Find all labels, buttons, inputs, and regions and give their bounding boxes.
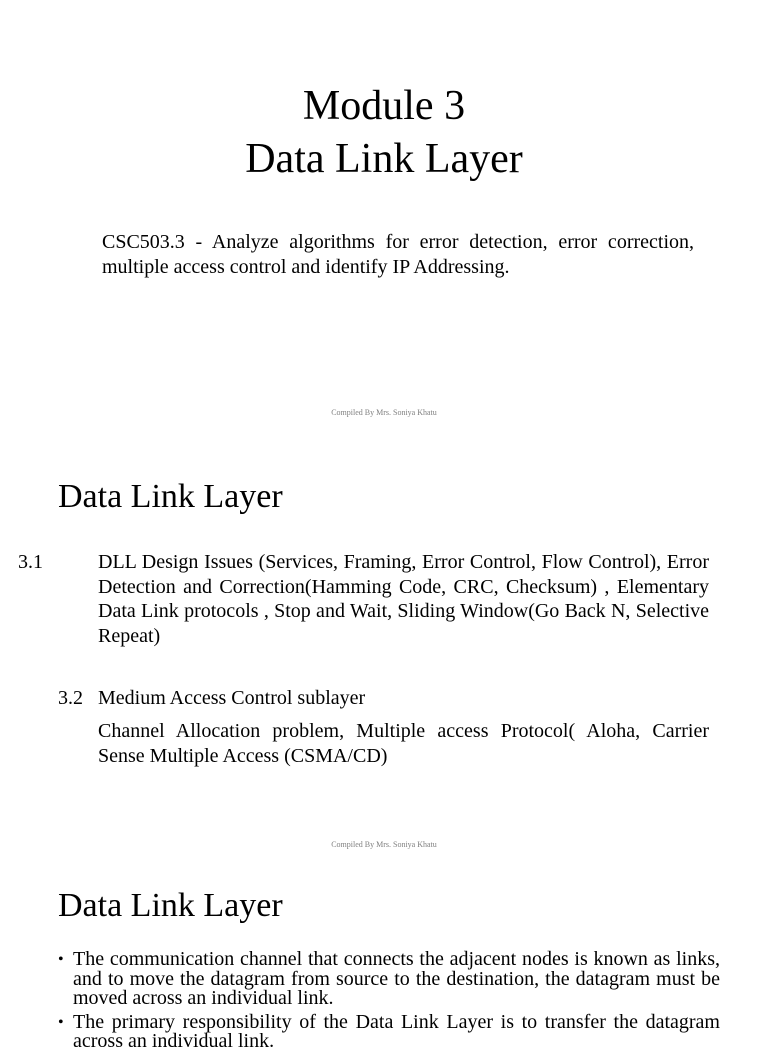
slide-footer: Compiled By Mrs. Soniya Khatu (331, 408, 437, 417)
item-text: Medium Access Control sublayer (98, 687, 366, 709)
item-number: 3.2 (58, 687, 83, 709)
item-text: DLL Design Issues (Services, Framing, Error Control, Flow Control), Error Detection and Correction(Hamming Code, CRC, Checksum) , Elementary Data Link protocols , Stop and Wait, Sliding Window(Go Back N, Selective Repeat) (98, 551, 709, 647)
slide-heading: Data Link Layer (58, 478, 283, 515)
slide-footer: Compiled By Mrs. Soniya Khatu (331, 840, 437, 849)
course-outcome: CSC503.3 - Analyze algorithms for error detection, error correction, multiple access control and identify IP Addressing. (102, 231, 694, 278)
bullet-icon: • (58, 1013, 64, 1031)
bullet-text: The communication channel that connects the adjacent nodes is known as links, and to move the datagram from source to the destination, the datagram must be moved across an individual link. (73, 948, 720, 1009)
bullet-list (58, 950, 720, 1056)
item-number: 3.1 (18, 551, 43, 573)
bullet-text: The primary responsibility of the Data Link Layer is to transfer the datagram across an individual link. (73, 1010, 720, 1052)
syllabus-item-3-2 (58, 686, 709, 711)
module-name: Data Link Layer (245, 136, 523, 182)
bullet-item (58, 950, 720, 1009)
syllabus-item-3-2-description: Channel Allocation problem, Multiple access Protocol( Aloha, Carrier Sense Multiple Access (CSMA/CD) (98, 720, 709, 767)
syllabus-item-3-1 (18, 550, 709, 648)
slide-2 (0, 432, 768, 864)
slide-1 (0, 0, 768, 432)
bullet-item (58, 1010, 720, 1052)
slide-3 (0, 864, 768, 1052)
module-title (0, 80, 768, 186)
module-number: Module 3 (302, 83, 466, 129)
bullet-icon: • (58, 951, 64, 968)
slide-heading: Data Link Layer (58, 887, 283, 924)
